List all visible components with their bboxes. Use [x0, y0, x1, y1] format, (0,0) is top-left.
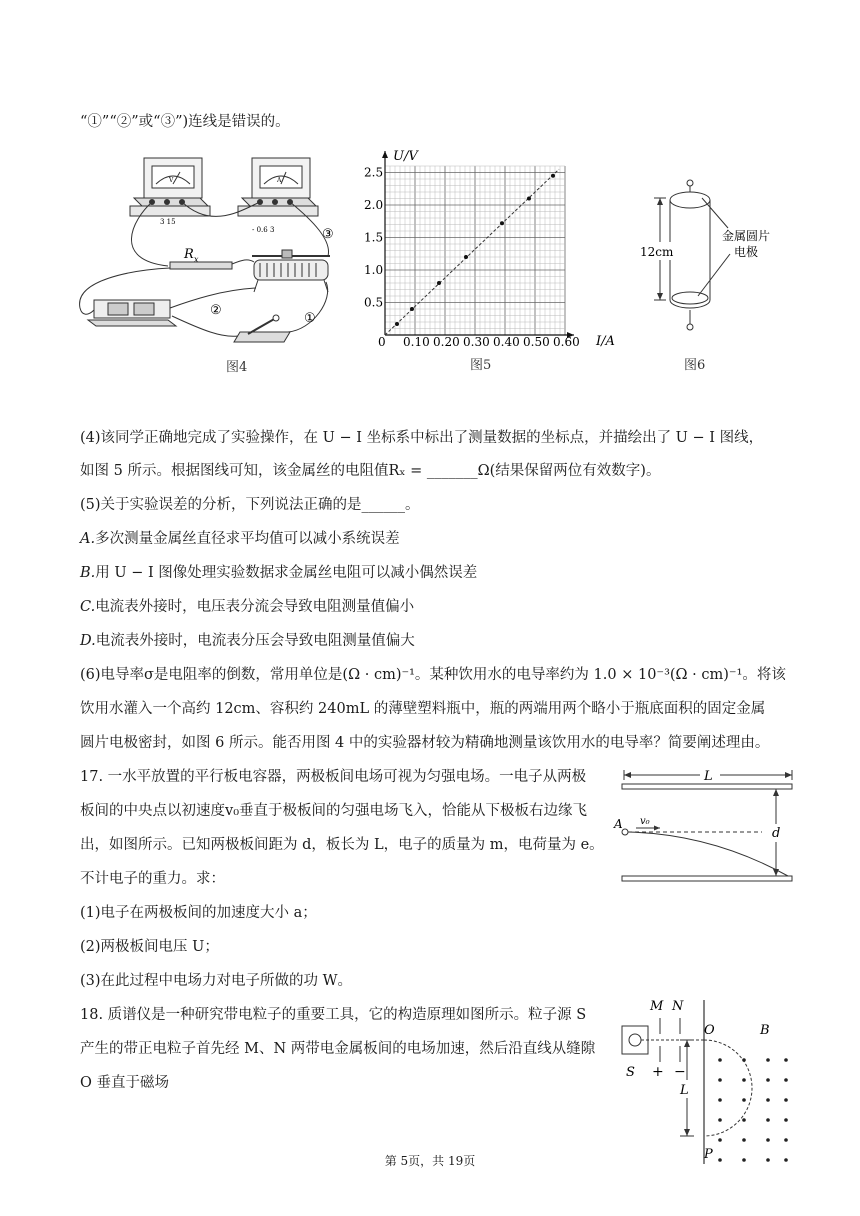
field-dot — [784, 1098, 788, 1102]
y-tick-label: 1.5 — [364, 230, 384, 245]
wire-label-3: ③ — [322, 227, 334, 242]
ammeter-terminals: - 0.6 3 — [252, 226, 275, 234]
label-plus: + — [652, 1064, 664, 1080]
field-dot — [784, 1078, 788, 1082]
figure-q18-mass-spectrometer — [614, 996, 790, 1168]
field-dot — [742, 1138, 746, 1142]
option-b[interactable]: B.用 U − I 图像处理实验数据求金属丝电阻可以减小偶然误差 — [80, 565, 478, 581]
label-B: B — [760, 1023, 770, 1038]
field-dot — [766, 1078, 770, 1082]
rheostat — [252, 250, 330, 292]
figure-4-caption: 图4 — [226, 360, 248, 375]
data-point — [437, 281, 441, 285]
field-dot — [742, 1078, 746, 1082]
battery — [88, 300, 176, 326]
x-tick-label: 0.30 — [463, 335, 490, 349]
data-point — [395, 322, 399, 326]
data-point — [500, 221, 504, 225]
figure-5-caption: 图5 — [470, 358, 492, 373]
x-tick-label: 0.40 — [493, 335, 520, 349]
label-P: P — [704, 1147, 713, 1162]
figure-5-chart — [360, 145, 630, 357]
page-footer: 第 5页，共 19页 — [384, 1154, 476, 1168]
switch — [234, 315, 290, 342]
q4-line1: (4)该同学正确地完成了实验操作，在 U − I 坐标系中标出了测量数据的坐标点，并描绘出了 U − I 图线， — [80, 430, 764, 446]
q18-line2: 产生的带正电粒子首先经 M、N 两带电金属板间的电场加速，然后沿直线从缝隙 — [80, 1041, 596, 1057]
label-M: M — [650, 999, 664, 1014]
field-dot — [718, 1138, 722, 1142]
origin-label: 0 — [378, 335, 386, 349]
x-tick-label: 0.50 — [523, 335, 550, 349]
label-N: N — [672, 999, 684, 1014]
voltmeter — [130, 158, 210, 226]
label-minus: − — [674, 1064, 686, 1080]
electrode-label-line1: 金属圆片 — [722, 229, 771, 243]
option-d[interactable]: D.电流表外接时，电流表分压会导致电阻测量值偏大 — [80, 633, 415, 649]
figure-q17-capacitor — [612, 762, 808, 892]
field-dot — [718, 1058, 722, 1062]
data-point — [527, 197, 531, 201]
q5-line: (5)关于实验误差的分析，下列说法正确的是______。 — [80, 497, 420, 513]
resistor-rx — [170, 247, 232, 269]
q18-line3: O 垂直于磁场 — [80, 1075, 169, 1091]
field-dot — [718, 1098, 722, 1102]
y-tick-label: 2.5 — [364, 165, 384, 180]
field-dot — [766, 1138, 770, 1142]
q6-line2: 饮用水灌入一个高约 12cm、容积约 240mL 的薄壁塑料瓶中，瓶的两端用两个略小于瓶底面积的固定金属 — [80, 701, 766, 717]
field-dot — [784, 1138, 788, 1142]
data-point — [410, 307, 414, 311]
figure-6-bottle — [640, 170, 800, 340]
field-dot — [718, 1118, 722, 1122]
field-dot — [742, 1098, 746, 1102]
figure-6-caption: 图6 — [684, 358, 706, 373]
q17-line4: 不计电子的重力。求： — [80, 871, 225, 887]
q17-sub1: (1)电子在两极板间的加速度大小 a； — [80, 905, 317, 921]
magnetic-field-dots — [718, 1058, 788, 1162]
wire-label-2: ② — [210, 303, 222, 318]
wire-label-1: ① — [304, 311, 316, 326]
q17-sub2: (2)两极板间电压 U； — [80, 939, 219, 955]
ammeter — [238, 158, 318, 234]
label-L: L — [704, 769, 713, 784]
label-S: S — [626, 1065, 635, 1080]
q17-line1: 17. 一水平放置的平行板电容器，两极板间电场可视为匀强电场。一电子从两极 — [80, 769, 587, 785]
field-dot — [766, 1098, 770, 1102]
label-L: L — [680, 1083, 689, 1098]
intro-line: “①”“②”或“③”)连线是错误的。 — [80, 114, 290, 130]
svg-text:V: V — [169, 177, 174, 184]
field-dot — [718, 1078, 722, 1082]
q17-line2: 板间的中央点以初速度v₀垂直于极板间的匀强电场飞入，恰能从下极板右边缘飞 — [80, 803, 588, 819]
field-dot — [784, 1118, 788, 1122]
x-tick-label: 0.60 — [553, 335, 580, 349]
label-O: O — [704, 1023, 715, 1038]
label-d: d — [772, 826, 781, 841]
field-dot — [742, 1058, 746, 1062]
electrode-label-line2: 电极 — [734, 245, 759, 259]
y-tick-label: 1.0 — [364, 263, 384, 277]
svg-text:R: R — [184, 247, 194, 262]
svg-text:x: x — [194, 255, 199, 264]
x-axis-label: I/A — [596, 334, 615, 349]
q6-line1: (6)电导率σ是电阻率的倒数，常用单位是(Ω · cm)⁻¹。某种饮用水的电导率约为 1.0 × 10⁻³(Ω · cm)⁻¹。将该 — [80, 667, 786, 683]
field-dot — [766, 1118, 770, 1122]
label-A: A — [614, 817, 623, 831]
field-dot — [742, 1118, 746, 1122]
q4-line2: 如图 5 所示。根据图线可知，该金属丝的电阻值Rₓ = _______Ω(结果保留两位有效数字)。 — [80, 463, 661, 479]
svg-text:A: A — [277, 177, 282, 184]
x-tick-label: 0.20 — [433, 335, 460, 349]
label-v0: v₀ — [640, 816, 650, 827]
q18-line1: 18. 质谱仪是一种研究带电粒子的重要工具，它的构造原理如图所示。粒子源 S — [80, 1007, 587, 1023]
data-point — [464, 255, 468, 259]
option-c[interactable]: C.电流表外接时，电压表分流会导致电阻测量值偏小 — [80, 599, 415, 615]
q17-sub3: (3)在此过程中电场力对电子所做的功 W。 — [80, 973, 353, 989]
voltmeter-terminals: 3 15 — [160, 218, 176, 226]
option-a[interactable]: A.多次测量金属丝直径求平均值可以减小系统误差 — [80, 531, 400, 547]
x-tick-label: 0.10 — [403, 335, 430, 349]
y-axis-label: U/V — [393, 149, 418, 164]
y-tick-label: 0.5 — [364, 295, 384, 310]
height-label: 12cm — [640, 245, 674, 259]
field-dot — [784, 1058, 788, 1062]
figure-4-circuit — [72, 150, 352, 350]
data-point — [551, 174, 555, 178]
q6-line3: 圆片电极密封，如图 6 所示。能否用图 4 中的实验器材较为精确地测量该饮用水的电导率？简要阐述理由。 — [80, 735, 770, 751]
q17-line3: 出，如图所示。已知两极板间距为 d，板长为 L，电子的质量为 m，电荷量为 e。 — [80, 837, 604, 853]
field-dot — [766, 1058, 770, 1062]
y-tick-label: 2.0 — [364, 198, 384, 212]
